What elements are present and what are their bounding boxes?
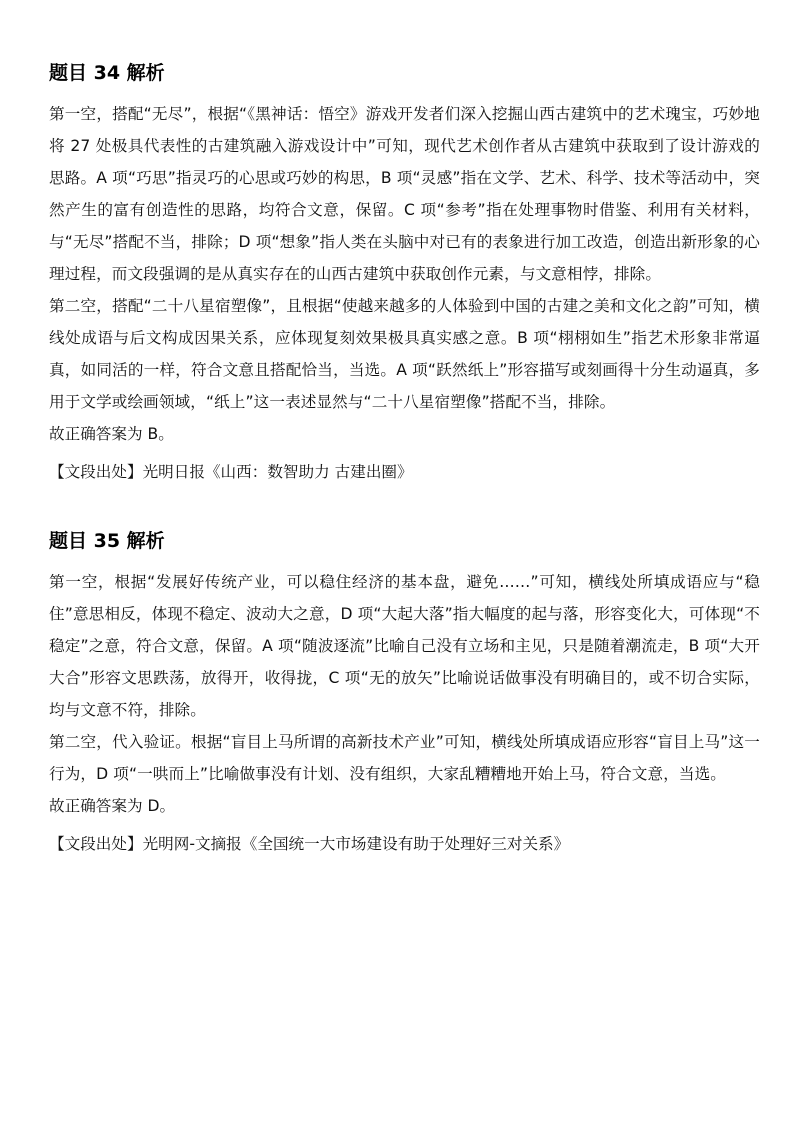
answer-line: 故正确答案为 D。	[49, 797, 176, 815]
analysis-paragraph: 第二空，代入验证。根据“盲目上马所谓的高新技术产业”可知，横线处所填成语应形容“盲目上马”这一行为，D 项“一哄而上”比喻做事没有计划、没有组织，大家乱糟糟地开始上马，符合文意，当选。	[49, 733, 760, 783]
analysis-section-34	[49, 60, 760, 488]
analysis-paragraph: 第一空，根据“发展好传统产业，可以稳住经济的基本盘，避免……”可知，横线处所填成语应与“稳住”意思相反，体现不稳定、波动大之意，D 项“大起大落”指大幅度的起与落，形容变化大，可体现“不稳定”之意，符合文意，保留。A 项“随波逐流”比喻自己没有立场和主见，只是随着潮流走，B 项“大开大合”形容文思跌荡，放得开，收得拢，C 项“无的放矢”比喻说话做事没有明确目的，或不切合实际，均与文意不符，排除。	[49, 573, 760, 719]
section-heading: 题目 34 解析	[49, 62, 165, 84]
source-line: 【文段出处】光明网-文摘报《全国统一大市场建设有助于处理好三对关系》	[49, 835, 570, 853]
answer-line: 故正确答案为 B。	[49, 425, 174, 443]
source-line: 【文段出处】光明日报《山西：数智助力 古建出圈》	[49, 463, 413, 481]
section-heading: 题目 35 解析	[49, 530, 165, 552]
analysis-paragraph: 第一空，搭配“无尽”，根据“《黑神话：悟空》游戏开发者们深入挖掘山西古建筑中的艺术瑰宝，巧妙地将 27 处极具代表性的古建筑融入游戏设计中”可知，现代艺术创作者从古建筑中获取到了设计游戏的思路。A 项“巧思”指灵巧的心思或巧妙的构思，B 项“灵感”指在文学、艺术、科学、技术等活动中，突然产生的富有创造性的思路，均符合文意，保留。C 项“参考”指在处理事物时借鉴、利用有关材料，与“无尽”搭配不当，排除；D 项“想象”指人类在头脑中对已有的表象进行加工改造，创造出新形象的心理过程，而文段强调的是从真实存在的山西古建筑中获取创作元素，与文意相悖，排除。	[49, 105, 760, 283]
analysis-paragraph: 第二空，搭配“二十八星宿塑像”，且根据“使越来越多的人体验到中国的古建之美和文化之韵”可知，横线处成语与后文构成因果关系，应体现复刻效果极具真实感之意。B 项“栩栩如生”指艺术形象非常逼真，如同活的一样，符合文意且搭配恰当，当选。A 项“跃然纸上”形容描写或刻画得十分生动逼真，多用于文学或绘画领域，“纸上”这一表述显然与“二十八星宿塑像”搭配不当，排除。	[49, 297, 760, 411]
analysis-section-35	[49, 528, 760, 860]
